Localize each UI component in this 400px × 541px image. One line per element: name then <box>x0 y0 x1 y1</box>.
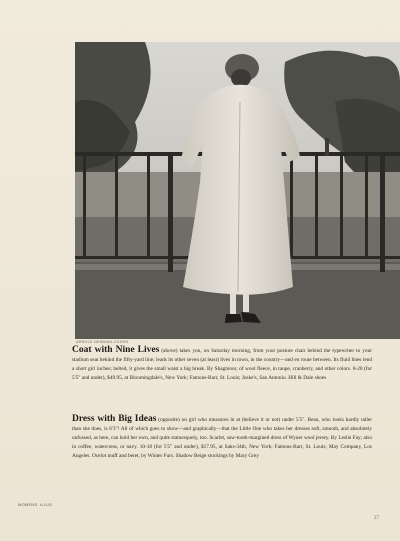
article-body: on girl who measures in at (believe it or not) under 5'5". Beau, who looks hardly taller than she does, is 6'3"! All of which goes to show—and graphically—that the Little One who takes her dresses soft, smooth, and absolutely unfussed, as here, can hold her own, and quite statuesquely, too. Scarlet, saw-tooth-margined dress of Wyner wool jersey. By Leslie Fay; also in coffee, watercress, or navy. 10-18 (for 5'5" and under), $17.95, at Saks-34th, New York; Famous-Barr, St. Louis; May Company, Los Angeles. Ocelot muff and beret, by Winter Furs. Shadow Beige stockings by Mary Grey <box>72 417 373 459</box>
article-aside: (opposite) <box>158 417 180 423</box>
article-headline: Dress with Big Ideas <box>72 414 157 424</box>
photo-illustration <box>75 42 400 339</box>
article-dress <box>72 415 372 461</box>
photo-credit: ARNOLD NEWMAN-COHEN <box>76 340 129 344</box>
article-coat <box>72 346 372 383</box>
footer-publication: WOMENS, ILLUS <box>18 503 53 507</box>
article-body: takes you, on Saturday morning, from your posture chair behind the typewriter to your stadium seat behind the fifty-yard line; leads its other seven (at least) lives in town, in the country—and en route between. Its fluid lines lend a short girl inches; belted, it gives the small waist a big break. By Shagmoor, of wool fleece, in taupe, cranberry, and other colors. 8-20 (for 5'5" and under), $49.95, at Bloomingdale's, New York; Famous-Barr, St. Louis; Joske's, San Antonio. Hill & Dale shoes <box>72 348 373 381</box>
article-aside: (above) <box>161 348 178 354</box>
page-number: 27 <box>374 516 379 521</box>
article-headline: Coat with Nine Lives <box>72 345 160 355</box>
fashion-photo <box>75 42 400 339</box>
